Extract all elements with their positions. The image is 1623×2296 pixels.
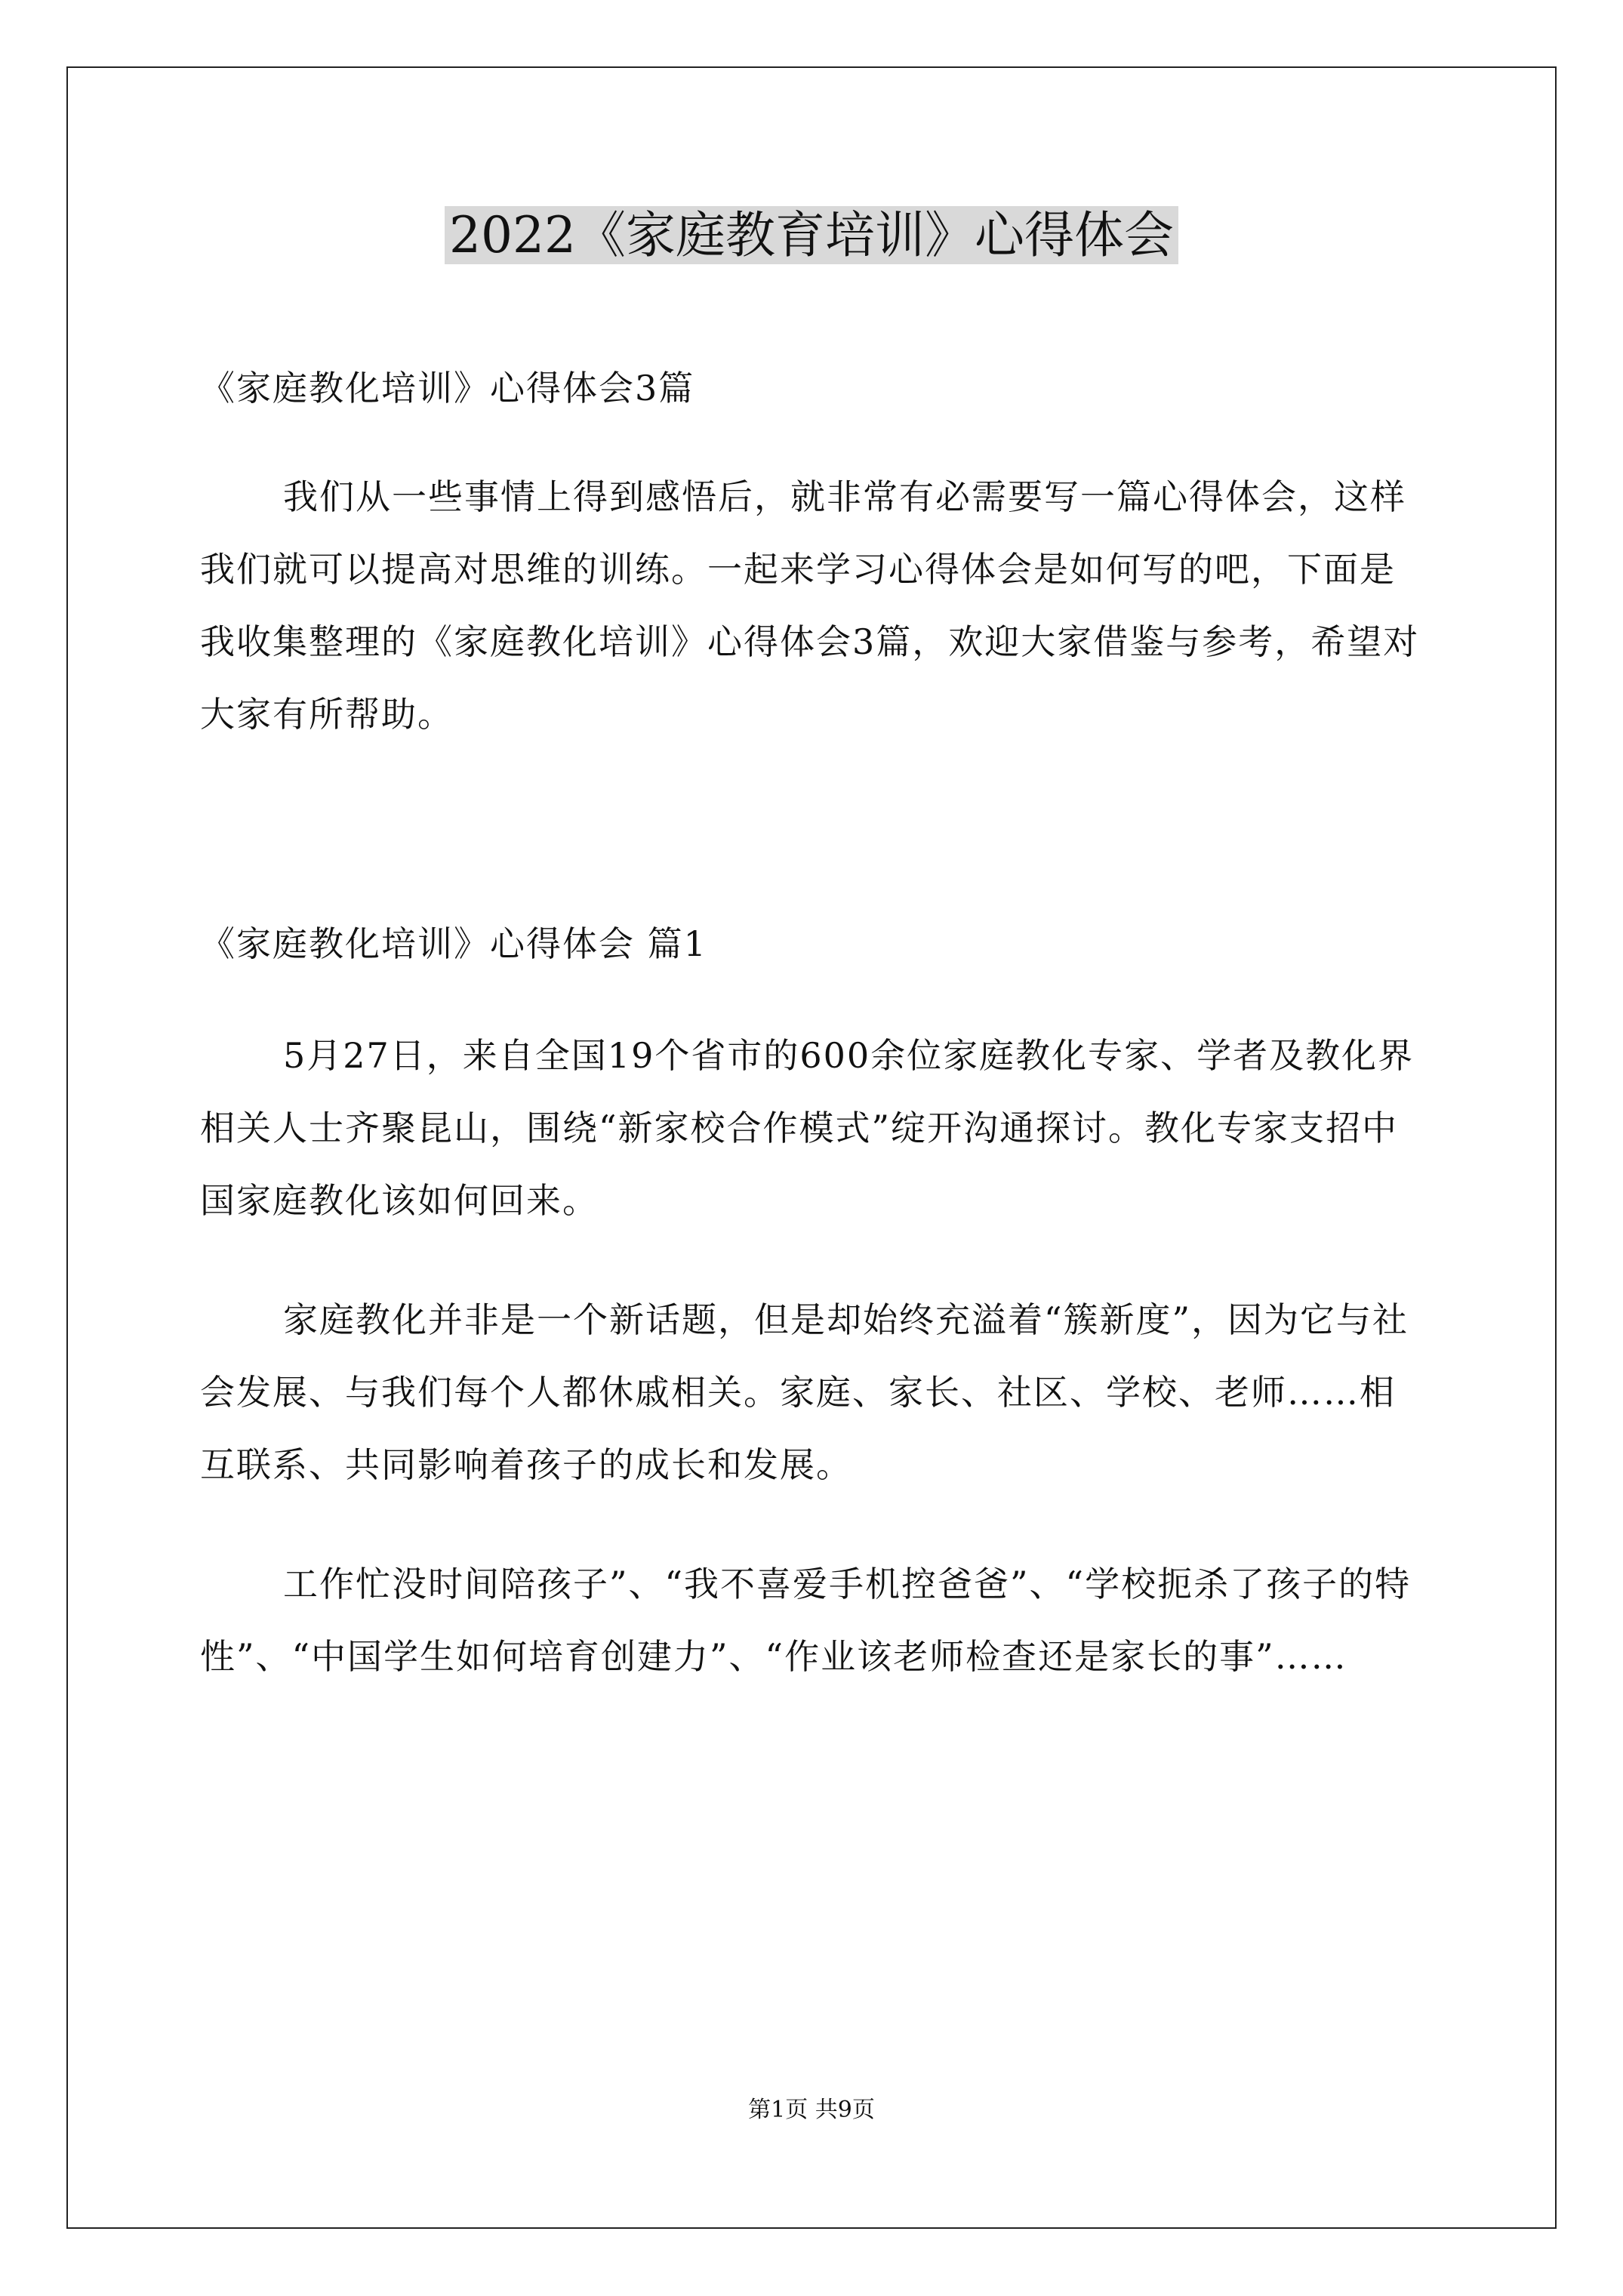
section1-paragraph-2: 家庭教化并非是一个新话题，但是却始终充溢着“簇新度”，因为它与社会发展、与我们每个人都休戚相关。家庭、家长、社区、学校、老师……相互联系、共同影响着孩子的成长和发展。 bbox=[200, 1299, 1409, 1485]
document-title bbox=[0, 198, 1623, 273]
page-footer: 第1页 共9页 bbox=[748, 2097, 875, 2123]
section1-heading: 《家庭教化培训》心得体会 篇1 bbox=[200, 923, 707, 964]
section1-paragraph-3: 工作忙没时间陪孩子”、“我不喜爱手机控爸爸”、“学校扼杀了孩子的特性”、“中国学生如何培育创建力”、“作业该老师检查还是家长的事”…… bbox=[200, 1564, 1412, 1677]
section1-paragraph-1: 5月27日，来自全国19个省市的600余位家庭教化专家、学者及教化界相关人士齐聚昆山，围绕“新家校合作模式”绽开沟通探讨。教化专家支招中国家庭教化该如何回来。 bbox=[200, 1035, 1415, 1221]
intro-paragraph: 我们从一些事情上得到感悟后，就非常有必需要写一篇心得体会，这样我们就可以提高对思维的训练。一起来学习心得体会是如何写的吧，下面是我收集整理的《家庭教化培训》心得体会3篇，欢迎大家借鉴与参考，希望对大家有所帮助。 bbox=[200, 476, 1420, 735]
document-title-text: 2022《家庭教育培训》心得体会 bbox=[445, 206, 1178, 264]
subtitle-main: 《家庭教化培训》心得体会3篇 bbox=[200, 368, 695, 408]
